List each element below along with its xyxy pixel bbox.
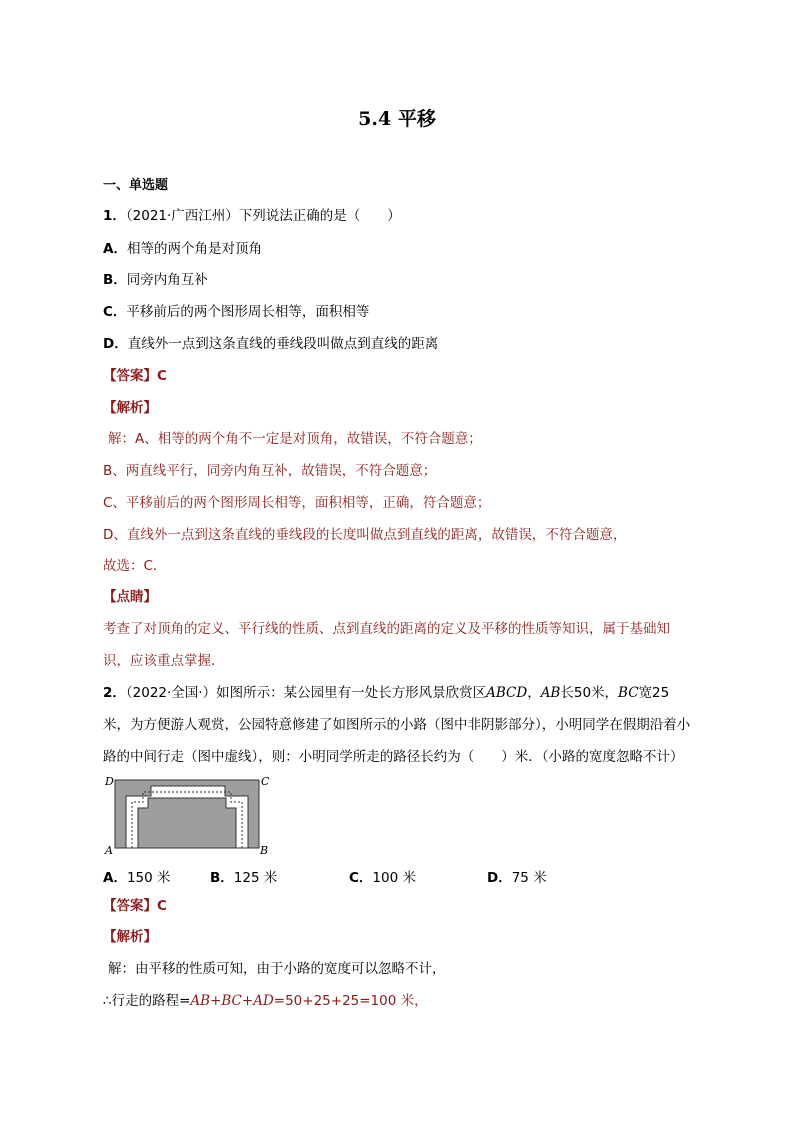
q2-answer [103, 897, 167, 915]
q2-stem-line-3: 路的中间行走（图中虚线），则：小明同学所走的路径长约为（ ）米．（小路的宽度忽略不计） [103, 749, 684, 765]
q2-stem-math: BC [618, 685, 639, 701]
q2-number: 2． [103, 685, 126, 701]
option-label: D． [103, 336, 128, 352]
q1-analysis-line: D、直线外一点到这条直线的垂线段的长度叫做点到直线的距离，故错误，不符合题意， [103, 527, 627, 543]
option-label: B． [210, 870, 234, 886]
q1-option-b [103, 271, 208, 289]
answer-tag: 【答案】 [103, 368, 157, 384]
q2-analysis-tag: 【解析】 [103, 929, 157, 945]
q1-stem [103, 207, 401, 225]
answer-tag: 【答案】 [103, 898, 157, 914]
option-label: A． [103, 870, 127, 886]
analysis-math: AB+BC+AD [190, 993, 274, 1009]
q1-source: （2021·广西江州） [125, 208, 239, 224]
q1-analysis-line: C、平移前后的两个图形周长相等，面积相等，正确，符合题意； [103, 495, 491, 511]
page-title: 5.4 平移 [358, 108, 436, 130]
park-path-figure [103, 776, 273, 856]
q2-option-a [103, 866, 171, 886]
option-text: 同旁内角互补 [126, 272, 208, 288]
q1-comment-tag: 【点睛】 [103, 589, 157, 605]
section-heading: 一、单选题 [103, 178, 169, 193]
option-label: C． [103, 304, 127, 320]
option-text: 75 米 [511, 870, 547, 886]
q1-comment-line: 考查了对顶角的定义、平行线的性质、点到直线的距离的定义及平移的性质等知识，属于基础知 [103, 621, 670, 637]
q2-option-d [487, 866, 547, 886]
q2-stem-line-1 [103, 684, 669, 702]
answer-value: C [157, 368, 167, 384]
option-text: 100 米 [372, 870, 416, 886]
q2-stem-math: AB [540, 685, 561, 701]
q2-stem-text: 长50米， [560, 685, 619, 701]
option-text: 150 米 [126, 870, 171, 886]
option-text: 平移前后的两个图形周长相等，面积相等 [126, 304, 370, 320]
q1-analysis-line: 解：A、相等的两个角不一定是对顶角，故错误，不符合题意； [108, 431, 482, 447]
q1-option-d [103, 335, 438, 353]
q2-stem-text: 宽25 [638, 685, 670, 701]
q1-conclusion: 故选：C． [103, 558, 167, 574]
q2-stem-text: 如图所示：某公园里有一处长方形风景欣赏区 [216, 685, 487, 701]
option-label: C． [349, 870, 373, 886]
q2-option-b [210, 866, 277, 886]
option-text: 直线外一点到这条直线的垂线段叫做点到直线的距离 [127, 336, 439, 352]
q1-analysis-tag: 【解析】 [103, 400, 157, 416]
q1-option-a [103, 240, 262, 258]
q1-stem-text: 下列说法正确的是（ ） [238, 208, 401, 224]
option-text: 125 米 [233, 870, 278, 886]
q1-analysis-line: B、两直线平行，同旁内角互补，故错误，不符合题意； [103, 463, 437, 479]
analysis-text: =50+25+25=100 米， [273, 993, 428, 1009]
q2-analysis-line: 解：由平移的性质可知，由于小路的宽度可以忽略不计， [108, 961, 446, 977]
option-label: B． [103, 272, 127, 288]
vertex-label-b: B [260, 844, 269, 856]
vertex-label-c: C [261, 776, 270, 788]
q1-comment-line: 识，应该重点掌握． [103, 653, 225, 669]
q1-number: 1． [103, 208, 126, 224]
vertex-label-a: A [105, 844, 113, 856]
q2-source: （2022·全国·） [125, 685, 217, 701]
q2-stem-math: ABCD [486, 685, 528, 701]
analysis-text: ∴行走的路程= [103, 993, 191, 1009]
q2-stem-line-2: 米，为方便游人观赏，公园特意修建了如图所示的小路（图中非阴影部分），小明同学在假期沿着小 [103, 717, 691, 733]
option-label: A． [103, 241, 127, 257]
option-label: D． [487, 870, 512, 886]
q1-answer [103, 367, 167, 385]
q2-analysis-line-2 [103, 992, 428, 1010]
q2-stem-text: ， [527, 685, 541, 701]
option-text: 相等的两个角是对顶角 [126, 241, 262, 257]
vertex-label-d: D [105, 776, 114, 788]
q2-option-c [349, 866, 416, 886]
q1-option-c [103, 303, 369, 321]
answer-value: C [157, 898, 167, 914]
